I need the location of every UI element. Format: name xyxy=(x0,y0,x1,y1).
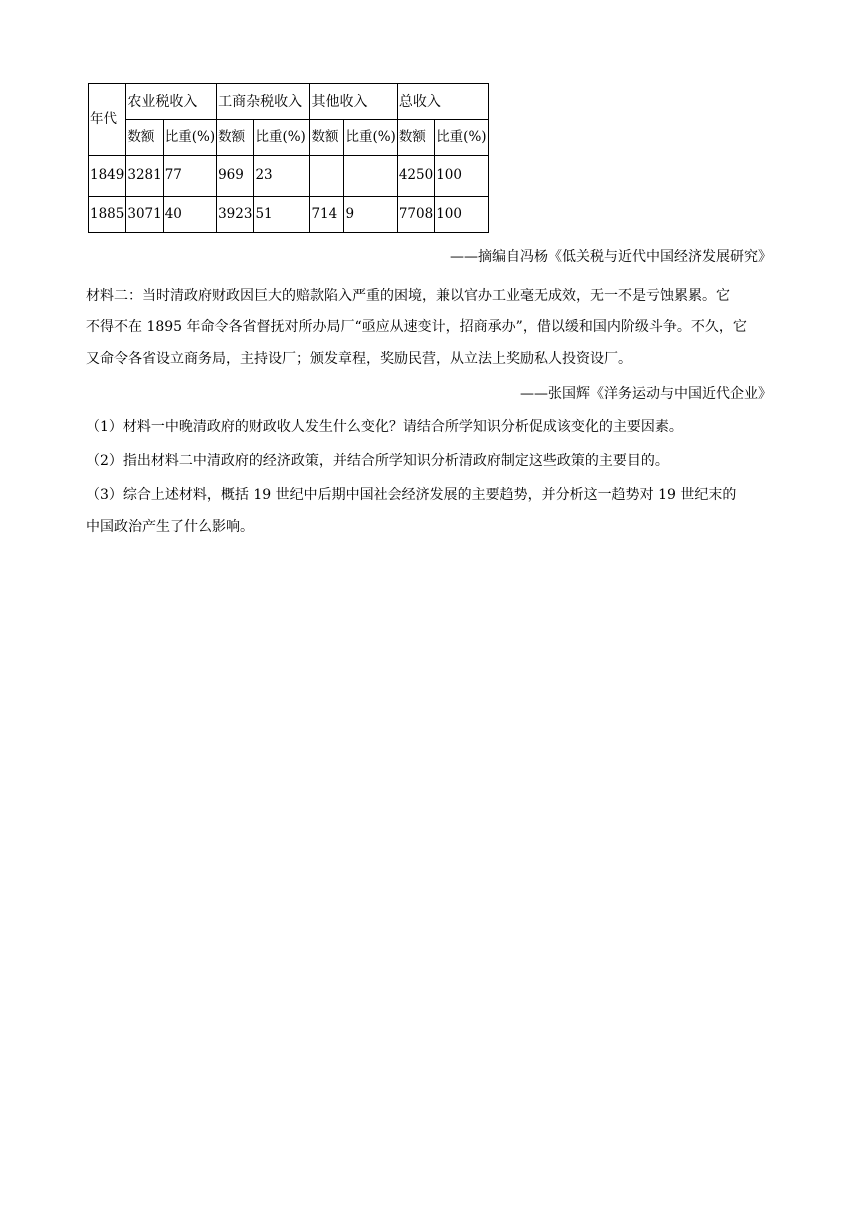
table-cell: 100 xyxy=(435,156,488,197)
subheader-share: 比重(%) xyxy=(344,120,397,156)
table-cell: 100 xyxy=(435,197,488,233)
header-total-income: 总收入 xyxy=(397,84,488,120)
table-cell: 7708 xyxy=(397,197,434,233)
revenue-table xyxy=(88,83,489,233)
table-cell: 9 xyxy=(344,197,397,233)
header-other-income: 其他收入 xyxy=(310,84,397,120)
table-cell: 23 xyxy=(254,156,310,197)
source-citation-2: ——张国辉《洋务运动与中国近代企业》 xyxy=(520,386,772,402)
subheader-amount: 数额 xyxy=(217,120,254,156)
header-year: 年代 xyxy=(89,84,126,156)
table-cell: 40 xyxy=(163,197,216,233)
subheader-share: 比重(%) xyxy=(435,120,488,156)
table-cell: 51 xyxy=(254,197,310,233)
table-subheader-row xyxy=(89,120,489,156)
subheader-share: 比重(%) xyxy=(163,120,216,156)
question-1: （1）材料一中晚清政府的财政收人发生什么变化？请结合所学知识分析促成该变化的主要因素。 xyxy=(86,419,683,435)
row-year: 1885 xyxy=(89,197,126,233)
material2-line: 不得不在 1895 年命令各省督抚对所办局厂“亟应从速变计，招商承办”，借以缓和国内阶级斗争。不久，它 xyxy=(86,319,747,335)
table-header-row xyxy=(89,84,489,120)
question-2: （2）指出材料二中清政府的经济政策，并结合所学知识分析清政府制定这些政策的主要目的。 xyxy=(86,453,669,469)
source-citation-1: ——摘编自冯杨《低关税与近代中国经济发展研究》 xyxy=(450,249,772,265)
material2-line: 材料二：当时清政府财政因巨大的赔款陷入严重的困境，兼以官办工业毫无成效，无一不是亏蚀累累。它 xyxy=(86,288,730,304)
table-row xyxy=(89,156,489,197)
row-year: 1849 xyxy=(89,156,126,197)
table-cell: 3071 xyxy=(126,197,163,233)
subheader-amount: 数额 xyxy=(397,120,434,156)
subheader-amount: 数额 xyxy=(310,120,344,156)
table-cell: 3923 xyxy=(217,197,254,233)
table-cell: 714 xyxy=(310,197,344,233)
table-row xyxy=(89,197,489,233)
question-3-continued: 中国政治产生了什么影响。 xyxy=(86,519,254,535)
header-agri-tax: 农业税收入 xyxy=(126,84,217,120)
subheader-share: 比重(%) xyxy=(254,120,310,156)
table-cell xyxy=(344,156,397,197)
header-commerce-tax: 工商杂税收入 xyxy=(217,84,310,120)
table-cell xyxy=(310,156,344,197)
table-cell: 77 xyxy=(163,156,216,197)
material2-line: 又命令各省设立商务局，主持设厂；颁发章程，奖励民营，从立法上奖励私人投资设厂。 xyxy=(86,351,632,367)
table-cell: 969 xyxy=(217,156,254,197)
question-3: （3）综合上述材料，概括 19 世纪中后期中国社会经济发展的主要趋势，并分析这一趋势对 19 世纪末的 xyxy=(86,487,737,503)
table-cell: 4250 xyxy=(397,156,434,197)
subheader-amount: 数额 xyxy=(126,120,163,156)
table-cell: 3281 xyxy=(126,156,163,197)
